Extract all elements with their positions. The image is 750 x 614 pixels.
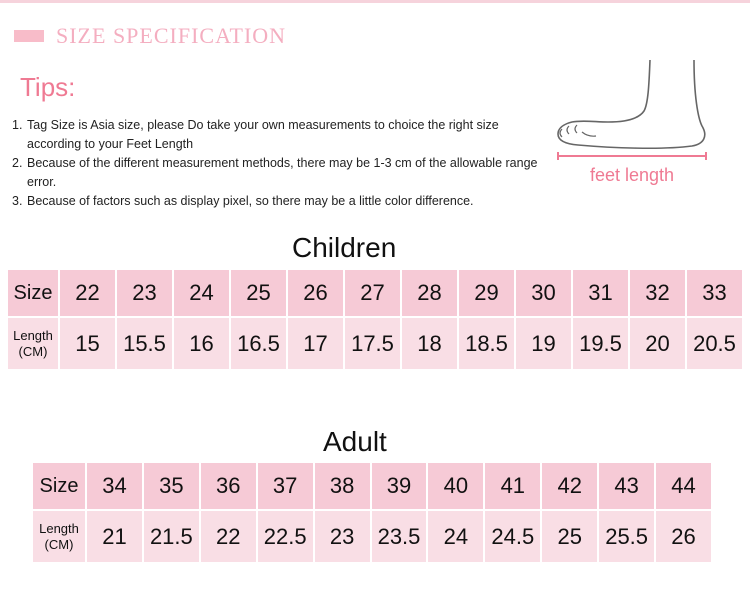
length-cell: 24.5 [485, 511, 540, 562]
size-row-label: Size [33, 463, 85, 509]
length-cell: 19.5 [573, 318, 628, 369]
size-cell: 38 [315, 463, 370, 509]
size-cell: 42 [542, 463, 597, 509]
size-cell: 23 [117, 270, 172, 316]
size-cell: 34 [87, 463, 142, 509]
length-cell: 26 [656, 511, 711, 562]
tip-text: Because of factors such as display pixel, so there may be a little color difference. [27, 194, 474, 208]
page-title: SIZE SPECIFICATION [56, 23, 287, 48]
section-header [14, 24, 286, 48]
length-cell: 22.5 [258, 511, 313, 562]
unit-label: (CM) [44, 536, 74, 552]
length-cell: 22 [201, 511, 256, 562]
tip-text: Because of the different measurement methods, there may be 1-3 cm of the allowable range error. [27, 156, 538, 189]
adult-title: Adult [323, 426, 387, 457]
length-cell: 16.5 [231, 318, 286, 369]
unit-label: (CM) [18, 343, 48, 359]
length-cell: 15.5 [117, 318, 172, 369]
size-cell: 37 [258, 463, 313, 509]
children-title: Children [292, 232, 397, 263]
adult-size-table [33, 463, 711, 562]
length-label: Length [13, 327, 53, 343]
tips-title: Tips: [20, 72, 76, 102]
feet-length-label: feet length [590, 165, 675, 185]
length-cell: 24 [428, 511, 483, 562]
size-cell: 29 [459, 270, 514, 316]
length-cell: 20 [630, 318, 685, 369]
tips-list [12, 116, 552, 211]
size-cell: 41 [485, 463, 540, 509]
length-cell: 25 [542, 511, 597, 562]
tip-number: 3. [12, 194, 23, 208]
size-cell: 35 [144, 463, 199, 509]
size-cell: 31 [573, 270, 628, 316]
length-cell: 15 [60, 318, 115, 369]
size-cell: 39 [372, 463, 427, 509]
tip-item [12, 192, 552, 211]
header-bar [14, 30, 44, 42]
length-cell: 21.5 [144, 511, 199, 562]
tip-number: 1. [12, 118, 23, 132]
top-divider [0, 0, 750, 3]
length-cell: 18 [402, 318, 457, 369]
length-cell: 19 [516, 318, 571, 369]
tip-item [12, 116, 552, 154]
length-cell: 20.5 [687, 318, 742, 369]
size-cell: 25 [231, 270, 286, 316]
length-cell: 18.5 [459, 318, 514, 369]
size-cell: 44 [656, 463, 711, 509]
size-cell: 32 [630, 270, 685, 316]
size-cell: 33 [687, 270, 742, 316]
size-cell: 40 [428, 463, 483, 509]
length-cell: 23.5 [372, 511, 427, 562]
size-row-label: Size [8, 270, 58, 316]
size-cell: 43 [599, 463, 654, 509]
length-cell: 23 [315, 511, 370, 562]
tip-text: Tag Size is Asia size, please Do take your own measurements to choice the right size according to your Feet Length [27, 118, 499, 151]
children-size-table [8, 270, 742, 369]
size-cell: 28 [402, 270, 457, 316]
length-cell: 21 [87, 511, 142, 562]
size-cell: 30 [516, 270, 571, 316]
length-row-label [33, 511, 85, 562]
length-cell: 17 [288, 318, 343, 369]
size-cell: 26 [288, 270, 343, 316]
length-cell: 17.5 [345, 318, 400, 369]
length-row-label [8, 318, 58, 369]
length-cell: 25.5 [599, 511, 654, 562]
size-cell: 36 [201, 463, 256, 509]
size-cell: 24 [174, 270, 229, 316]
size-cell: 22 [60, 270, 115, 316]
length-cell: 16 [174, 318, 229, 369]
length-label: Length [39, 520, 79, 536]
size-cell: 27 [345, 270, 400, 316]
tip-number: 2. [12, 156, 23, 170]
tip-item [12, 154, 552, 192]
